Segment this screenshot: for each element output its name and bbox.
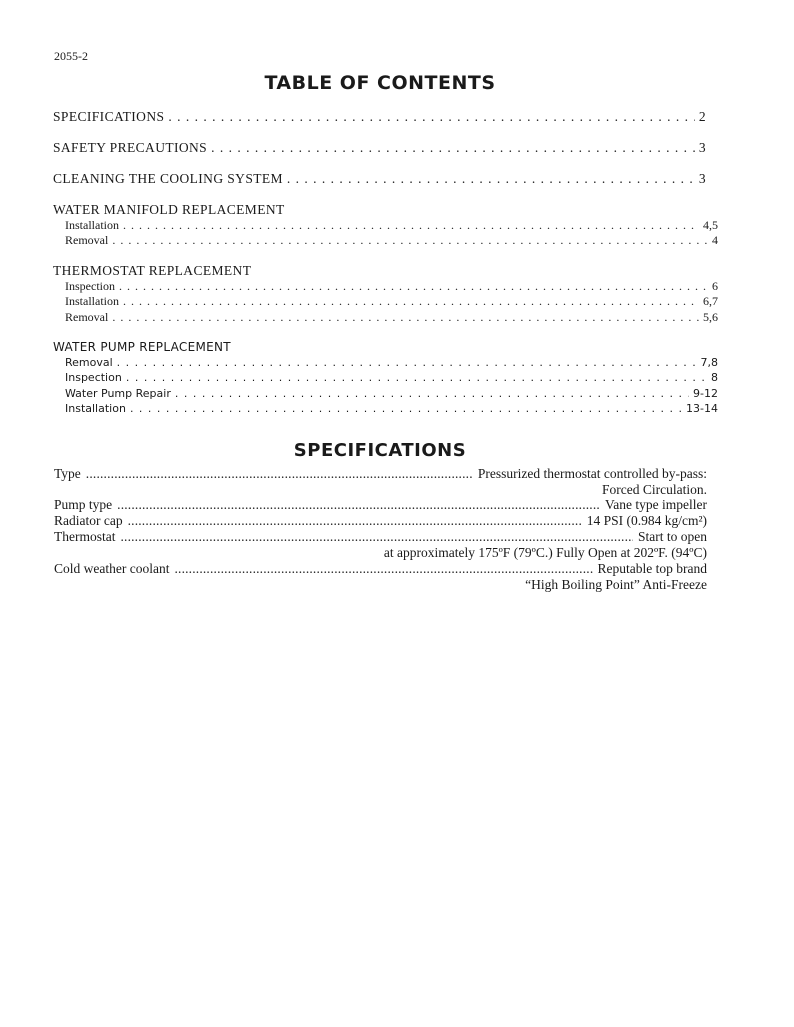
toc-subentry: [53, 387, 718, 400]
toc-subentry: [53, 279, 718, 294]
dot-leader: [117, 356, 697, 369]
dot-leader: [130, 402, 682, 415]
toc-subentry-page: 4: [712, 233, 718, 247]
toc-subentry-label: Installation: [65, 218, 119, 232]
dot-leader: [211, 140, 695, 156]
toc-subentry: [53, 356, 718, 369]
specifications-title: SPECIFICATIONS: [293, 440, 467, 461]
dot-leader: [119, 279, 708, 294]
toc-title: TABLE OF CONTENTS: [264, 72, 496, 94]
dot-leader: [112, 310, 699, 325]
toc-subentry-page: 5,6: [703, 310, 718, 324]
dot-leader: [175, 387, 689, 400]
spec-value-continuation: at approximately 175ºF (79ºC.) Fully Open at 202ºF. (94ºC): [383, 545, 707, 560]
toc-entry: [53, 140, 706, 156]
toc-subentry: [53, 402, 718, 415]
dot-leader: [117, 497, 600, 513]
toc-subentry: [53, 371, 718, 384]
dot-leader: [112, 233, 708, 248]
dot-leader: [123, 218, 699, 233]
spec-label: Type: [54, 466, 81, 481]
toc-section-heading: WATER MANIFOLD REPLACEMENT: [53, 202, 285, 217]
toc-subentry-page: 8: [711, 371, 718, 384]
toc-section-heading: THERMOSTAT REPLACEMENT: [53, 263, 252, 278]
toc-subentry-page: 13-14: [686, 402, 718, 415]
toc-subentry-label: Removal: [65, 310, 109, 324]
dot-leader: [174, 561, 592, 577]
toc-entry-page: 3: [698, 171, 706, 186]
toc-subentry-page: 9-12: [693, 387, 718, 400]
spec-row: [54, 529, 707, 545]
spec-row: [54, 513, 707, 529]
page-number: 2055-2: [54, 49, 88, 63]
toc-entry-label: SAFETY PRECAUTIONS: [53, 140, 208, 155]
toc-entry-page: 2: [698, 109, 706, 124]
dot-leader: [128, 513, 582, 529]
toc-entry: [53, 109, 706, 125]
spec-row: [54, 497, 707, 513]
toc-subentry-label: Inspection: [65, 371, 122, 384]
dot-leader: [287, 171, 695, 187]
dot-leader: [123, 294, 699, 309]
toc-subentry-label: Inspection: [65, 279, 115, 293]
toc-subentry-page: 6: [712, 279, 718, 293]
toc-subentry-page: 4,5: [703, 218, 718, 232]
toc-subentry-label: Removal: [65, 356, 113, 369]
toc-entry-label: SPECIFICATIONS: [53, 109, 165, 124]
dot-leader: [126, 371, 707, 384]
toc-subentry-label: Installation: [65, 294, 119, 308]
spec-value: Reputable top brand: [597, 561, 707, 576]
toc-entry: [53, 171, 706, 187]
spec-row: [54, 561, 707, 577]
toc-entry-page: 3: [698, 140, 706, 155]
spec-value-continuation: Forced Circulation.: [602, 482, 707, 497]
spec-row: [54, 466, 707, 482]
spec-value-continuation: “High Boiling Point” Anti-Freeze: [525, 577, 707, 592]
toc-subentry-page: 7,8: [700, 356, 718, 369]
toc-subentry: [53, 294, 718, 309]
spec-value: Pressurized thermostat controlled by-pass:: [477, 466, 707, 481]
spec-value: Vane type impeller: [605, 497, 707, 512]
toc-subentry-label: Installation: [65, 402, 126, 415]
toc-subentry-page: 6,7: [703, 294, 718, 308]
spec-label: Cold weather coolant: [54, 561, 170, 576]
dot-leader: [168, 109, 694, 125]
spec-value: 14 PSI (0.984 kg/cm²): [586, 513, 707, 528]
toc-subentry: [53, 310, 718, 325]
toc-subentry: [53, 233, 718, 248]
dot-leader: [86, 466, 473, 482]
spec-label: Thermostat: [54, 529, 116, 544]
spec-label: Radiator cap: [54, 513, 123, 528]
toc-subentry-label: Water Pump Repair: [65, 387, 171, 400]
spec-value: Start to open: [638, 529, 707, 544]
toc-subentry-label: Removal: [65, 233, 109, 247]
toc-subentry: [53, 218, 718, 233]
toc-section-heading: WATER PUMP REPLACEMENT: [53, 340, 231, 354]
toc-entry-label: CLEANING THE COOLING SYSTEM: [53, 171, 283, 186]
dot-leader: [120, 529, 633, 545]
spec-label: Pump type: [54, 497, 113, 512]
